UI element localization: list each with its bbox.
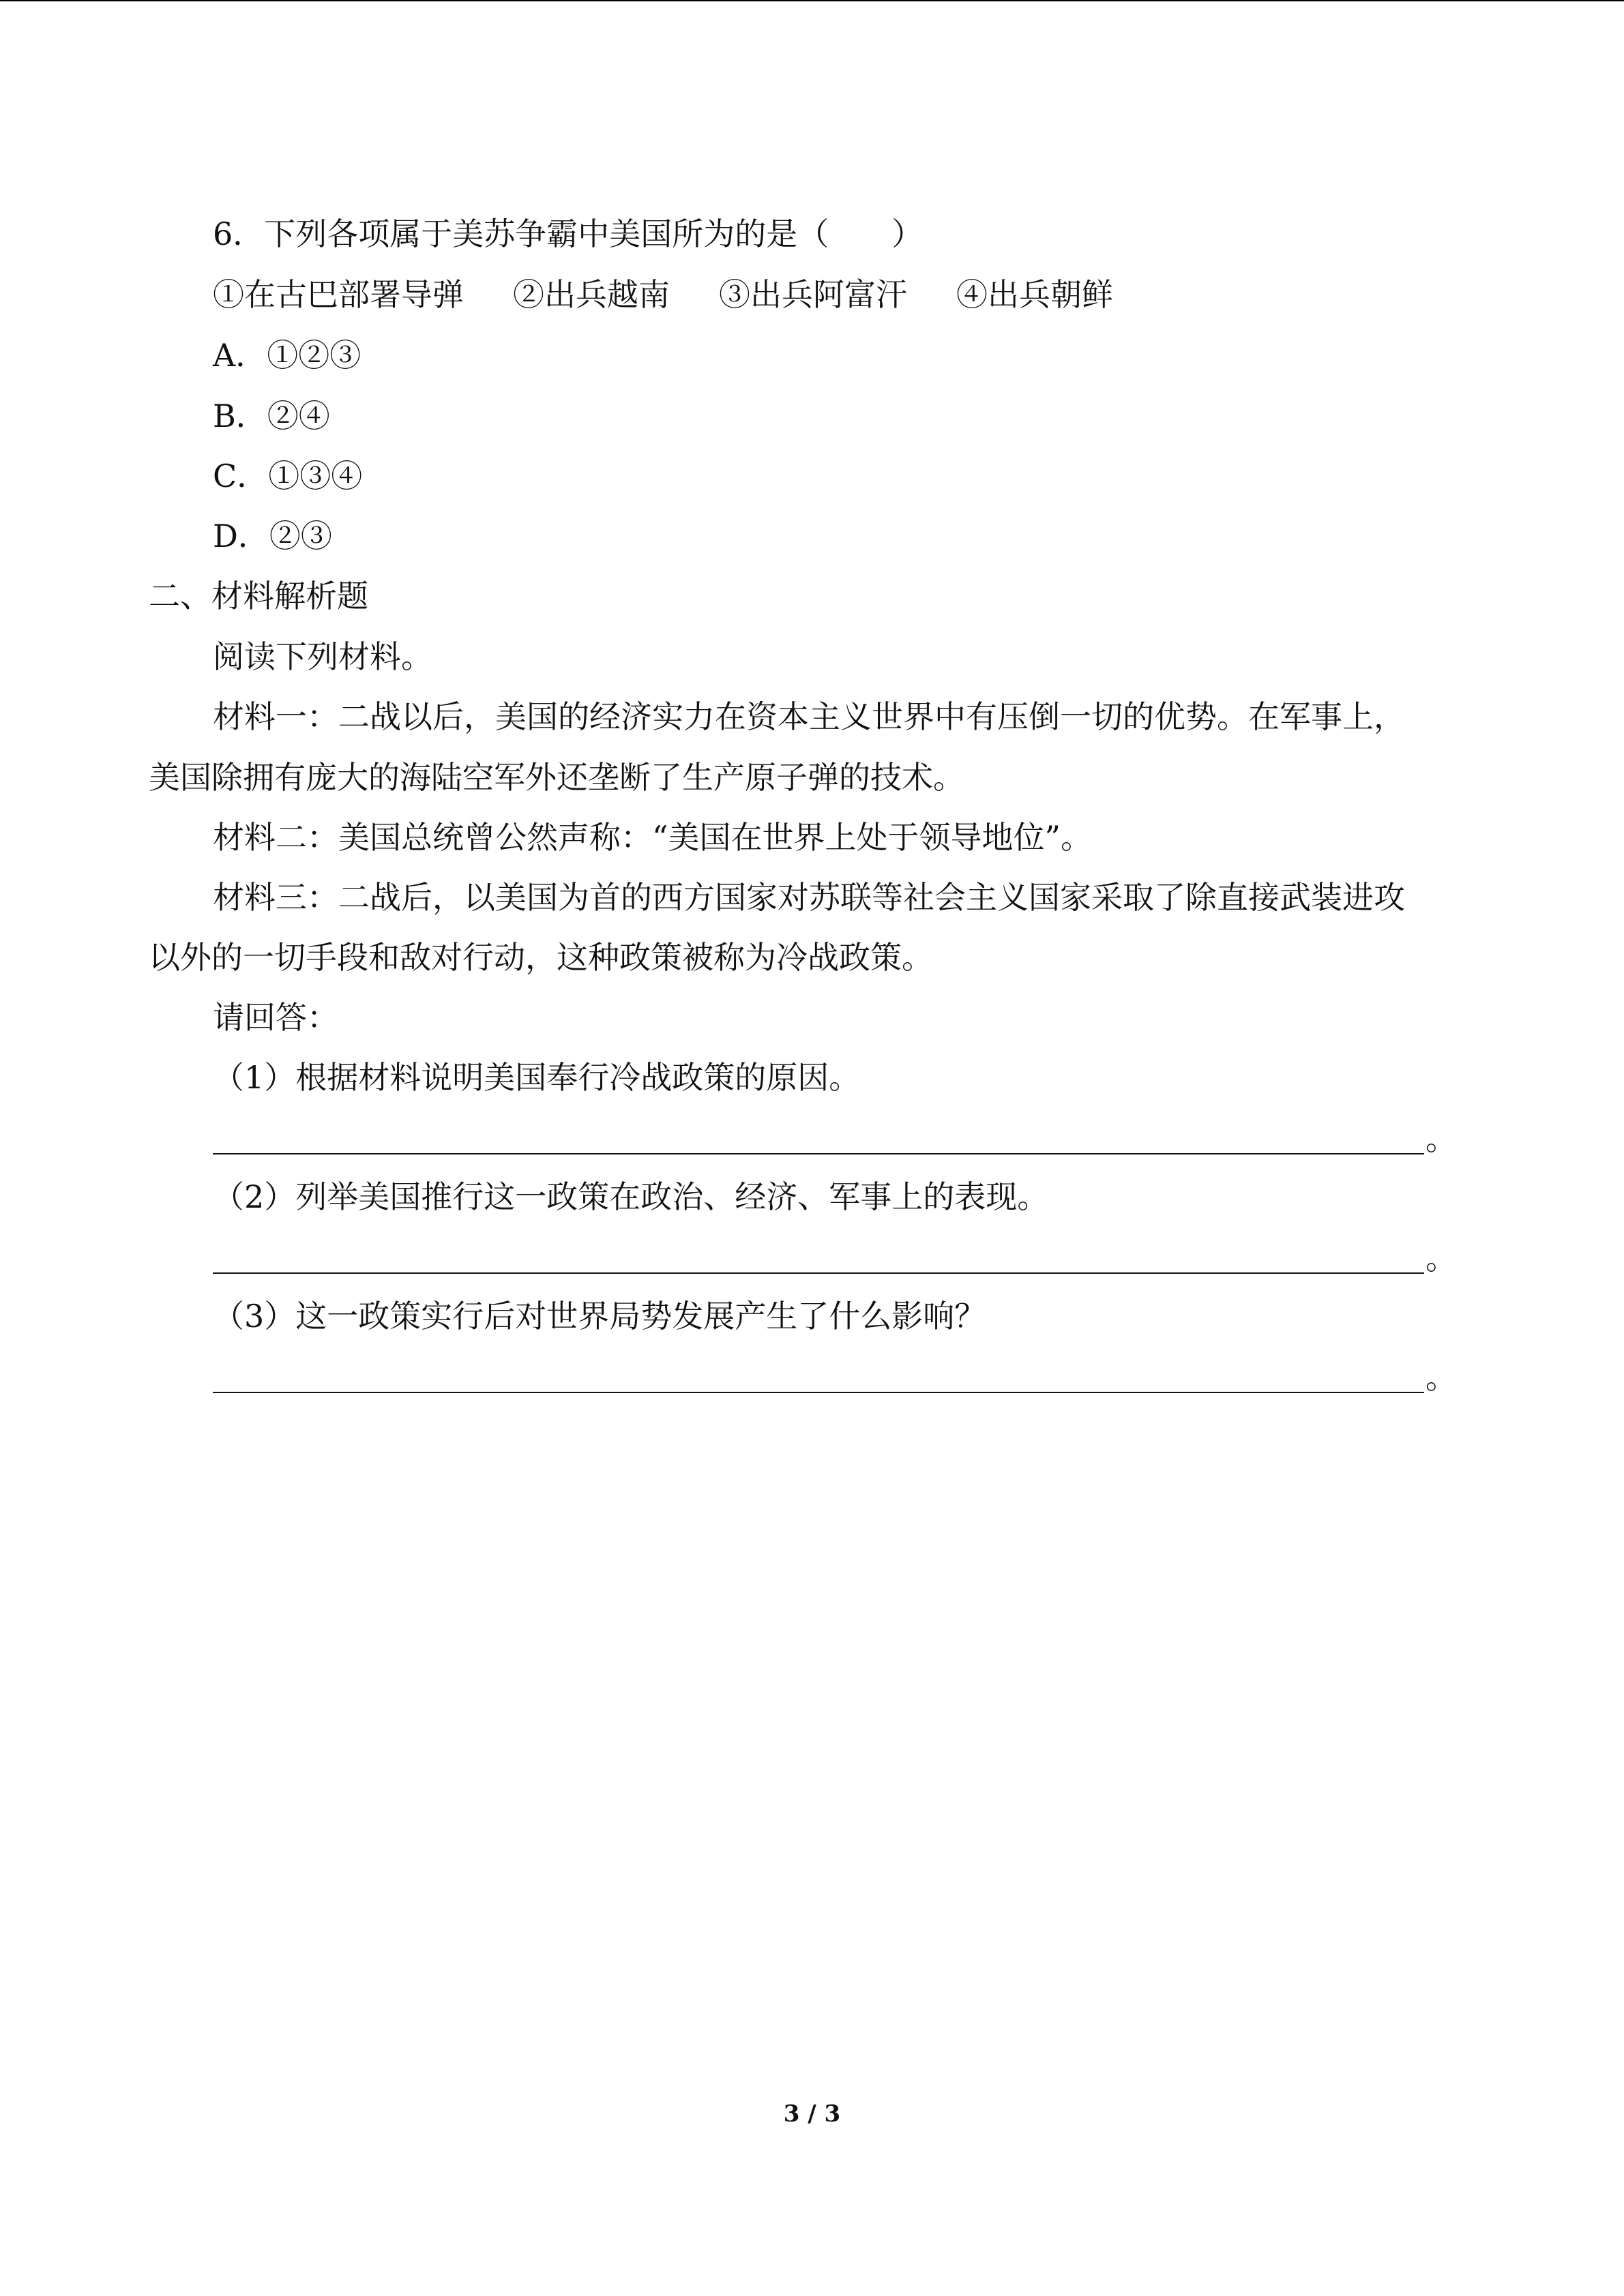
answer-line-2[interactable] [213, 1272, 1424, 1274]
page-top-border [0, 0, 1624, 1]
option-c: C．①③④ [213, 458, 363, 494]
material-3-line-1: 材料三：二战后，以美国为首的西方国家对苏联等社会主义国家采取了除直接武装进攻 [213, 879, 1405, 916]
answer-prompt: 请回答： [213, 999, 338, 1036]
material-2: 材料二：美国总统曾公然声称：“美国在世界上处于领导地位”。 [213, 819, 1093, 856]
question-6-items [213, 274, 1113, 315]
sub-question-2: （2）列举美国推行这一政策在政治、经济、军事上的表现。 [213, 1178, 1049, 1215]
section-2-heading: 二、材料解析题 [149, 578, 368, 614]
reading-intro: 阅读下列材料。 [213, 638, 432, 675]
question-6-item-4: ④出兵朝鲜 [956, 276, 1113, 313]
question-6-item-3: ③出兵阿富汗 [719, 276, 907, 313]
material-1-line-1: 材料一：二战以后，美国的经济实力在资本主义世界中有压倒一切的优势。在军事上， [213, 698, 1405, 735]
answer-line-3-period: 。 [1426, 1359, 1457, 1396]
sub-question-3: （3）这一政策实行后对世界局势发展产生了什么影响？ [213, 1298, 986, 1335]
page-number: 3 / 3 [783, 2100, 841, 2128]
question-6-item-2: ②出兵越南 [513, 276, 670, 313]
material-3-line-2: 以外的一切手段和敌对行动，这种政策被称为冷战政策。 [149, 939, 933, 976]
answer-line-3[interactable] [213, 1392, 1424, 1393]
option-d: D．②③ [213, 518, 332, 554]
answer-line-1[interactable] [213, 1153, 1424, 1154]
sub-question-1: （1）根据材料说明美国奉行冷战政策的原因。 [213, 1059, 861, 1096]
answer-line-2-period: 。 [1426, 1240, 1457, 1277]
option-a: A．①②③ [213, 337, 361, 374]
answer-line-1-period: 。 [1426, 1120, 1457, 1157]
question-6-item-1: ①在古巴部署导弹 [213, 276, 464, 313]
question-6-stem: 6．下列各项属于美苏争霸中美国所为的是（ ） [213, 215, 924, 252]
material-1-line-2: 美国除拥有庞大的海陆空军外还垄断了生产原子弹的技术。 [149, 759, 964, 796]
option-b: B．②④ [213, 398, 330, 434]
